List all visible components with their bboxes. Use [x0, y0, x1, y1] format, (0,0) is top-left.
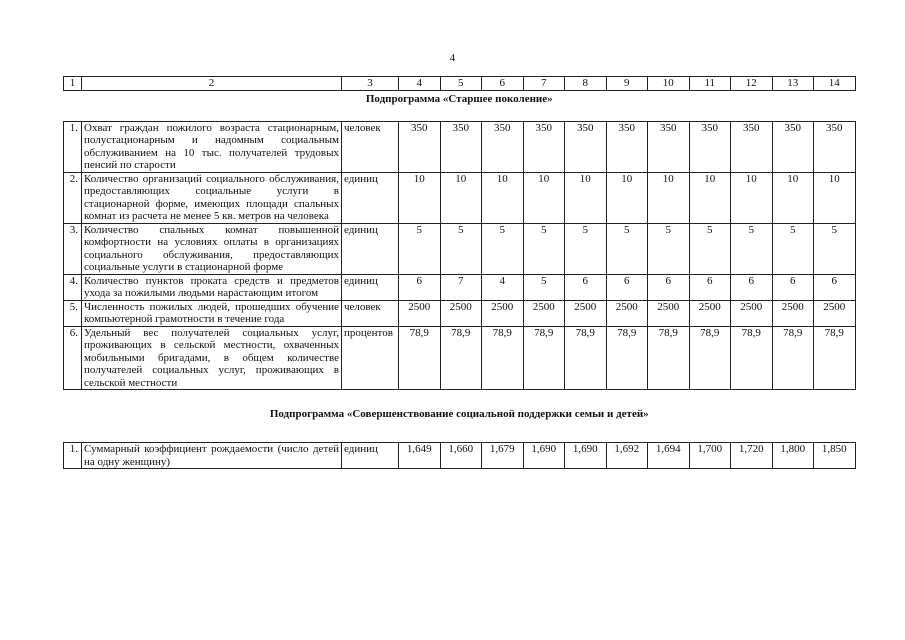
indicator-value: 78,9 — [440, 326, 482, 390]
indicator-value: 1,694 — [648, 443, 690, 469]
row-number: 1. — [64, 443, 82, 469]
indicator-value: 6 — [814, 274, 856, 300]
indicator-name: Охват граждан пожилого возраста стационарным, полустационарным и надомным социальным обслуживанием на 10 тыс. получателей трудовых пенсий по старости — [82, 121, 342, 172]
indicator-value: 1,850 — [814, 443, 856, 469]
indicator-value: 78,9 — [523, 326, 565, 390]
indicator-value: 350 — [482, 121, 524, 172]
indicator-value: 78,9 — [648, 326, 690, 390]
indicator-value: 5 — [731, 223, 773, 274]
table-row — [64, 274, 856, 300]
column-number-cell: 6 — [482, 77, 524, 91]
unit-of-measure: человек — [342, 121, 399, 172]
indicator-value: 10 — [523, 172, 565, 223]
indicator-value: 5 — [606, 223, 648, 274]
column-number-row — [64, 77, 856, 91]
indicator-value: 1,679 — [482, 443, 524, 469]
row-number: 1. — [64, 121, 82, 172]
indicator-name: Количество пунктов проката средств и предметов ухода за пожилыми людьми нарастающим итогом — [82, 274, 342, 300]
indicator-value: 10 — [814, 172, 856, 223]
section-title: Подпрограмма «Совершенствование социальной поддержки семьи и детей» — [269, 408, 649, 420]
indicator-value: 5 — [523, 274, 565, 300]
indicator-value: 1,690 — [565, 443, 607, 469]
indicator-value: 2500 — [440, 300, 482, 326]
section-title-row — [64, 390, 856, 429]
indicator-value: 10 — [606, 172, 648, 223]
indicator-value: 1,649 — [399, 443, 441, 469]
indicator-value: 78,9 — [482, 326, 524, 390]
indicator-value: 2500 — [399, 300, 441, 326]
indicator-value: 5 — [648, 223, 690, 274]
column-number-cell: 11 — [689, 77, 731, 91]
indicators-table — [63, 76, 856, 469]
indicator-value: 2500 — [523, 300, 565, 326]
row-number: 4. — [64, 274, 82, 300]
unit-of-measure: единиц — [342, 443, 399, 469]
unit-of-measure: человек — [342, 300, 399, 326]
indicator-name: Количество спальных комнат повышенной комфортности на условиях оплаты в организациях социального обслуживания, предоставляющих социальные услуги в стационарной форме — [82, 223, 342, 274]
table-row — [64, 223, 856, 274]
indicator-value: 350 — [731, 121, 773, 172]
column-number-cell: 2 — [82, 77, 342, 91]
indicator-value: 6 — [689, 274, 731, 300]
indicator-value: 350 — [440, 121, 482, 172]
row-number: 3. — [64, 223, 82, 274]
section-spacer — [64, 107, 856, 122]
indicator-value: 78,9 — [565, 326, 607, 390]
indicator-value: 2500 — [772, 300, 814, 326]
indicator-value: 350 — [565, 121, 607, 172]
indicator-value: 350 — [772, 121, 814, 172]
section-title-row — [64, 90, 856, 107]
indicator-name: Удельный вес получателей социальных услуг, проживающих в сельской местности, охваченных мобильными бригадами, в общем количестве получателей социальных услуг, проживающих в сельской местности — [82, 326, 342, 390]
indicator-value: 2500 — [606, 300, 648, 326]
indicator-value: 10 — [772, 172, 814, 223]
indicator-value: 1,800 — [772, 443, 814, 469]
indicator-value: 1,660 — [440, 443, 482, 469]
indicator-value: 10 — [731, 172, 773, 223]
indicator-value: 2500 — [731, 300, 773, 326]
section-title: Подпрограмма «Старшее поколение» — [365, 92, 553, 105]
indicator-value: 6 — [648, 274, 690, 300]
table-row — [64, 443, 856, 469]
indicator-value: 350 — [399, 121, 441, 172]
indicator-value: 2500 — [689, 300, 731, 326]
indicator-value: 10 — [399, 172, 441, 223]
column-number-cell: 4 — [399, 77, 441, 91]
indicator-value: 10 — [440, 172, 482, 223]
indicator-value: 1,692 — [606, 443, 648, 469]
table-row — [64, 326, 856, 390]
column-number-cell: 9 — [606, 77, 648, 91]
spacer-cell — [64, 107, 856, 122]
indicator-value: 5 — [814, 223, 856, 274]
indicator-name: Численность пожилых людей, прошедших обучение компьютерной грамотности в течение года — [82, 300, 342, 326]
indicator-value: 10 — [689, 172, 731, 223]
column-number-cell: 13 — [772, 77, 814, 91]
indicator-value: 350 — [648, 121, 690, 172]
unit-of-measure: единиц — [342, 274, 399, 300]
table-row — [64, 172, 856, 223]
indicator-value: 5 — [482, 223, 524, 274]
row-number: 2. — [64, 172, 82, 223]
indicator-value: 5 — [772, 223, 814, 274]
indicator-name: Количество организаций социального обслуживания, предоставляющих социальные услуги в стационарной форме, имеющих площади спальных комнат из расчета не менее 5 кв. метров на человека — [82, 172, 342, 223]
indicator-value: 350 — [814, 121, 856, 172]
indicator-value: 10 — [482, 172, 524, 223]
indicator-value: 1,720 — [731, 443, 773, 469]
indicator-value: 350 — [689, 121, 731, 172]
indicator-value: 5 — [689, 223, 731, 274]
indicator-value: 6 — [731, 274, 773, 300]
indicator-value: 350 — [606, 121, 648, 172]
indicator-value: 5 — [523, 223, 565, 274]
indicator-value: 4 — [482, 274, 524, 300]
column-number-cell: 7 — [523, 77, 565, 91]
column-number-cell: 12 — [731, 77, 773, 91]
indicator-value: 78,9 — [772, 326, 814, 390]
indicator-value: 6 — [399, 274, 441, 300]
section-spacer — [64, 428, 856, 443]
indicator-value: 10 — [565, 172, 607, 223]
row-number: 5. — [64, 300, 82, 326]
column-number-cell: 14 — [814, 77, 856, 91]
indicator-value: 2500 — [814, 300, 856, 326]
indicator-value: 10 — [648, 172, 690, 223]
unit-of-measure: единиц — [342, 172, 399, 223]
indicator-value: 5 — [399, 223, 441, 274]
indicator-value: 6 — [565, 274, 607, 300]
indicator-value: 1,690 — [523, 443, 565, 469]
indicator-value: 6 — [606, 274, 648, 300]
indicator-value: 5 — [440, 223, 482, 274]
unit-of-measure: единиц — [342, 223, 399, 274]
indicator-value: 78,9 — [399, 326, 441, 390]
column-number-cell: 1 — [64, 77, 82, 91]
indicator-value: 2500 — [565, 300, 607, 326]
indicator-value: 1,700 — [689, 443, 731, 469]
row-number: 6. — [64, 326, 82, 390]
indicator-value: 2500 — [648, 300, 690, 326]
page-number: 4 — [449, 52, 456, 64]
table-row — [64, 121, 856, 172]
indicator-value: 350 — [523, 121, 565, 172]
indicator-value: 2500 — [482, 300, 524, 326]
spacer-cell — [64, 428, 856, 443]
indicator-value: 6 — [772, 274, 814, 300]
indicator-name: Суммарный коэффициент рождаемости (число детей на одну женщину) — [82, 443, 342, 469]
indicator-value: 7 — [440, 274, 482, 300]
indicator-value: 78,9 — [606, 326, 648, 390]
table-row — [64, 300, 856, 326]
column-number-cell: 3 — [342, 77, 399, 91]
indicator-value: 78,9 — [731, 326, 773, 390]
column-number-cell: 8 — [565, 77, 607, 91]
indicator-value: 78,9 — [814, 326, 856, 390]
indicator-value: 5 — [565, 223, 607, 274]
unit-of-measure: процентов — [342, 326, 399, 390]
indicator-value: 78,9 — [689, 326, 731, 390]
column-number-cell: 10 — [648, 77, 690, 91]
column-number-cell: 5 — [440, 77, 482, 91]
